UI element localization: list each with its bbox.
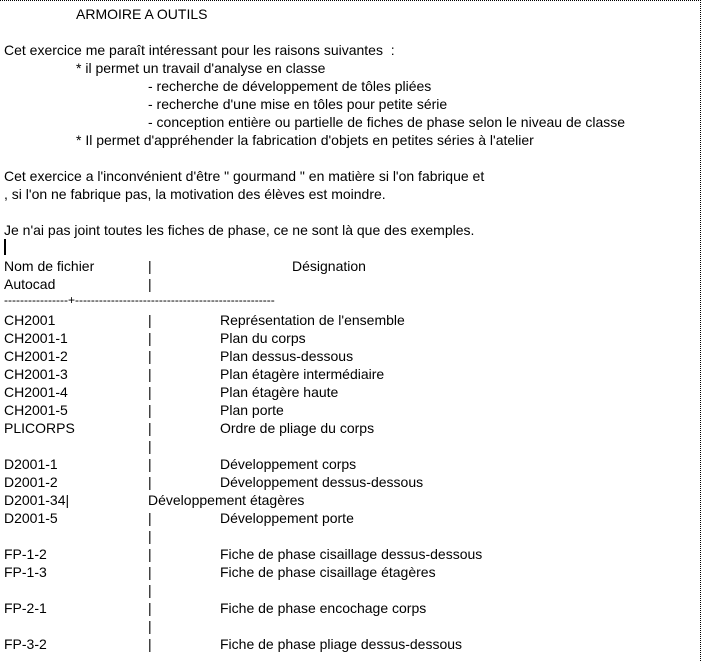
row-file: FP-1-2 xyxy=(4,546,47,562)
row-separator: | xyxy=(148,600,152,616)
row-file: CH2001-4 xyxy=(4,384,68,400)
row-file: CH2001-3 xyxy=(4,366,68,382)
row-designation: Fiche de phase encochage corps xyxy=(220,600,427,616)
row-separator: | xyxy=(148,564,152,580)
row-separator: | xyxy=(148,546,152,562)
row-file: D2001-5 xyxy=(4,510,58,526)
row-file: FP-3-2 xyxy=(4,636,47,652)
row-designation: Plan porte xyxy=(220,402,284,418)
row-separator: | xyxy=(148,312,152,328)
row-file: D2001-34| xyxy=(4,492,70,508)
row-file: CH2001-1 xyxy=(4,330,68,346)
row-designation: Fiche de phase cisaillage dessus-dessous xyxy=(220,546,483,562)
header-rule: ----------------+-------------------------------------------------- xyxy=(4,293,275,307)
row-separator: | xyxy=(148,474,152,490)
sub-item-conception: - conception entière ou partielle de fiches de phase selon le niveau de classe xyxy=(148,114,626,130)
note-text: Je n'ai pas joint toutes les fiches de phase, ce ne sont là que des exemples. xyxy=(4,222,475,238)
row-file: D2001-1 xyxy=(4,456,58,472)
header-designation: Désignation xyxy=(292,258,366,274)
row-separator: | xyxy=(148,330,152,346)
row-separator: | xyxy=(148,366,152,382)
sub-item-mise-en-toles: - recherche d'une mise en tôles pour petite série xyxy=(148,96,448,112)
row-designation: Plan dessus-dessous xyxy=(220,348,354,364)
row-separator: | xyxy=(148,384,152,400)
row-separator: | xyxy=(148,402,152,418)
header-separator: | xyxy=(148,276,152,292)
inconvenient-line-2: , si l'on ne fabrique pas, la motivation des élèves est moindre. xyxy=(4,186,386,202)
sub-item-developpement: - recherche de développement de tôles pliées xyxy=(148,78,432,94)
row-file: CH2001-5 xyxy=(4,402,68,418)
row-designation: Développement corps xyxy=(220,456,357,472)
row-separator: | xyxy=(148,420,152,436)
row-designation: Fiche de phase cisaillage étagères xyxy=(220,564,436,580)
document-title: ARMOIRE A OUTILS xyxy=(76,6,208,22)
bullet-fabrication: * Il permet d'appréhender la fabrication d'objets en petites séries à l'atelier xyxy=(76,132,534,148)
header-file-name: Nom de fichier xyxy=(4,258,95,274)
row-file: CH2001-2 xyxy=(4,348,68,364)
row-designation: Plan étagère haute xyxy=(220,384,339,400)
row-designation: Ordre de pliage du corps xyxy=(220,420,375,436)
header-separator: | xyxy=(148,258,152,274)
text-cursor xyxy=(4,239,6,255)
row-separator: | xyxy=(148,636,152,652)
row-separator: | xyxy=(148,618,152,634)
row-file: FP-2-1 xyxy=(4,600,47,616)
row-separator: | xyxy=(148,456,152,472)
bullet-analysis: * il permet un travail d'analyse en classe xyxy=(76,60,326,76)
intro-text: Cet exercice me paraît intéressant pour les raisons suivantes : xyxy=(4,42,395,58)
row-file: FP-1-3 xyxy=(4,564,47,580)
row-designation: Plan du corps xyxy=(220,330,306,346)
header-autocad: Autocad xyxy=(4,276,56,292)
row-separator: | xyxy=(148,528,152,544)
row-designation: Développement porte xyxy=(220,510,354,526)
row-separator: | xyxy=(148,510,152,526)
row-separator: | xyxy=(148,438,152,454)
row-file: CH2001 xyxy=(4,312,56,328)
row-designation: Fiche de phase pliage dessus-dessous xyxy=(220,636,463,652)
inconvenient-line-1: Cet exercice a l'inconvénient d'être " gourmand " en matière si l'on fabrique et xyxy=(4,168,485,184)
row-designation: Développement dessus-dessous xyxy=(220,474,424,490)
row-designation: Représentation de l'ensemble xyxy=(220,312,405,328)
row-designation: Plan étagère intermédiaire xyxy=(220,366,385,382)
row-designation: Développement étagères xyxy=(148,492,305,508)
row-file: PLICORPS xyxy=(4,420,75,436)
row-file: D2001-2 xyxy=(4,474,58,490)
row-separator: | xyxy=(148,582,152,598)
row-separator: | xyxy=(148,348,152,364)
